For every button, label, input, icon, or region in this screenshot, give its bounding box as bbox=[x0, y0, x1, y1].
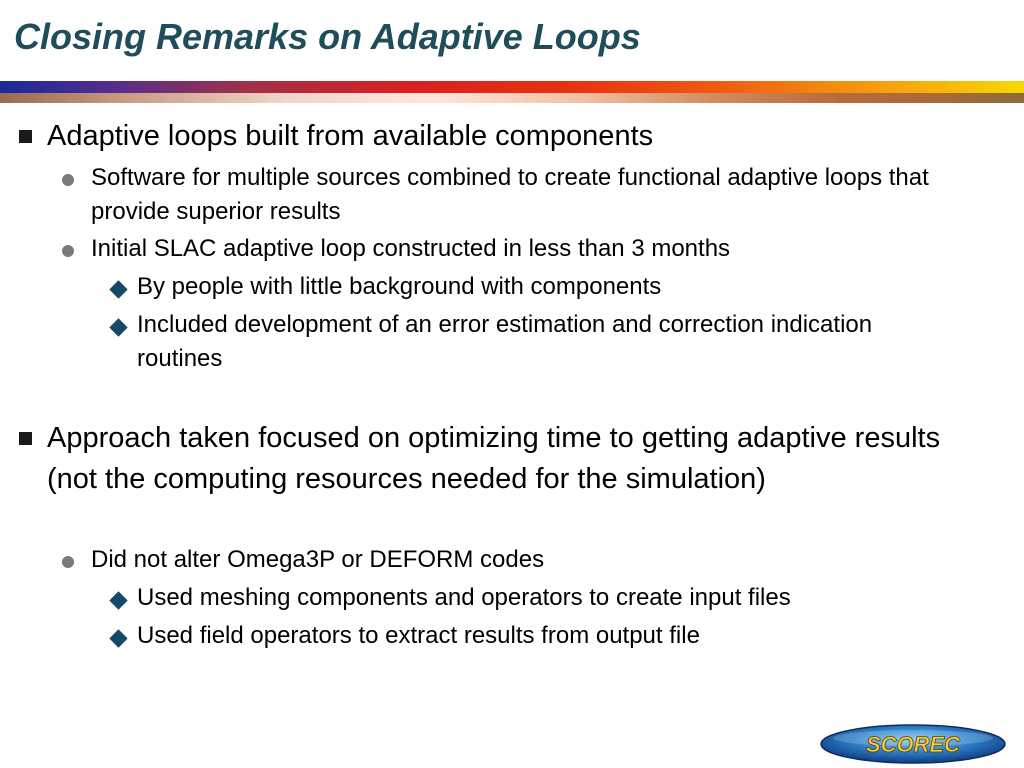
square-bullet-icon bbox=[19, 130, 32, 143]
dot-bullet-icon bbox=[62, 174, 74, 186]
slide-title: Closing Remarks on Adaptive Loops bbox=[14, 16, 641, 57]
header-gradient-bar-secondary bbox=[0, 93, 1024, 103]
bullet-l3: By people with little background with components bbox=[137, 273, 662, 300]
diamond-bullet-icon bbox=[109, 629, 127, 647]
bullet-l3: Used field operators to extract results from output file bbox=[137, 622, 700, 649]
bullet-l3: Used meshing components and operators to create input files bbox=[137, 584, 791, 611]
bullet-l2: Did not alter Omega3P or DEFORM codes bbox=[91, 546, 545, 573]
logo-text: SCOREC bbox=[865, 732, 961, 757]
dot-bullet-icon bbox=[62, 245, 74, 257]
header-gradient-bar bbox=[0, 81, 1024, 93]
diamond-bullet-icon bbox=[109, 591, 127, 609]
diamond-bullet-icon bbox=[109, 318, 127, 336]
diamond-bullet-icon bbox=[109, 280, 127, 298]
bullet-l2: Software for multiple sources combined to create functional adaptive loops that provide superior results bbox=[91, 164, 929, 225]
scorec-logo bbox=[820, 724, 1006, 764]
dot-bullet-icon bbox=[62, 556, 74, 568]
bullet-l2: Initial SLAC adaptive loop constructed in less than 3 months bbox=[91, 235, 731, 262]
bullet-l1: Adaptive loops built from available components bbox=[47, 120, 654, 152]
square-bullet-icon bbox=[19, 432, 32, 445]
bullet-l3: Included development of an error estimation and correction indication routines bbox=[137, 311, 873, 372]
bullet-l1: Approach taken focused on optimizing time to getting adaptive results (not the computing resources needed for the simulation) bbox=[47, 422, 941, 495]
